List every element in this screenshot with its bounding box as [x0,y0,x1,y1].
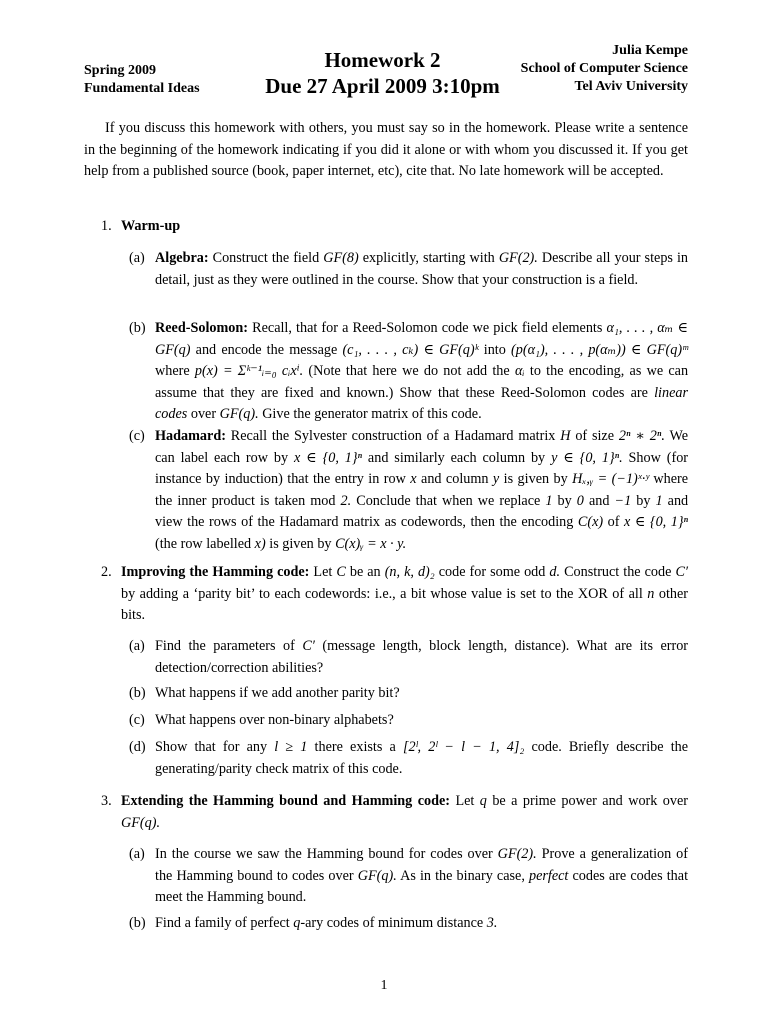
subpart-label: (b) [129,915,146,931]
question-text: Improving the Hamming code: Let C be an (n, k, d)₂ code for some odd d. Construct the code C′ by adding a ‘parity bit’ to each codewords: i.e., a bit whose value is set to the XOR of all n other bits. [121,564,689,623]
due-date: Due 27 April 2009 3:10pm [265,74,500,98]
question-1c [121,426,688,555]
subpart-text: What happens if we add another parity bit? [155,685,400,701]
question-3b [121,913,688,935]
header-title-block [250,48,515,100]
header-semester: Spring 2009 [84,63,156,78]
subpart-label: (a) [129,638,145,654]
question-3 [84,791,688,834]
header-instructor-info [521,42,688,96]
subpart-text: Show that for any l ≥ 1 there exists a [2ˡ, 2ˡ − l − 1, 4]₂ code. Briefly describe the generating/parity check matrix of this code. [155,739,689,777]
subpart-label: (c) [129,712,145,728]
subpart-text: Find the parameters of C′ (message length, block length, distance). What are its error detection/correction abilities? [155,638,689,676]
question-number: 1. [101,218,112,234]
header-university: Tel Aviv University [574,79,688,94]
subpart-label: (b) [129,685,146,701]
subpart-label: (a) [129,250,145,266]
subpart-text: Reed-Solomon: Recall, that for a Reed-Solomon code we pick field elements α₁, . . . , αₘ ∈ GF(q) and encode the message (c₁, . . . , cₖ) ∈ GF(q)ᵏ into (p(α₁), . . . , p(αₘ)) ∈ GF(q)ᵐ where p(x) = Σᵏ⁻¹ᵢ₌₀ cᵢxⁱ. (Note that here we do not add the αᵢ to the encoding, as we can assume that they are fixed and known.) Show that these Reed-Solomon codes are linear codes over GF(q). Give the generator matrix of this code. [155,320,689,422]
question-number: 2. [101,564,112,580]
question-1b [121,318,688,426]
subpart-label: (c) [129,428,145,444]
question-2d [121,737,688,780]
intro-paragraph: If you discuss this homework with others, you must say so in the homework. Please write a sentence in the beginning of the homework indicating if you did it alone or with whom you discussed it. If you get help from a published source (book, paper internet, etc), cite that. No late homework will be accepted. [84,120,688,179]
question-2c [121,710,688,732]
page-number: 1 [380,978,388,993]
subpart-text: Find a family of perfect q-ary codes of minimum distance 3. [155,915,498,931]
subpart-text: Algebra: Construct the field GF(8) explicitly, starting with GF(2). Describe all your steps in detail, just as they were outlined in the course. Show that your construction is a field. [155,250,688,288]
header-school: School of Computer Science [520,61,688,76]
subpart-label: (d) [129,739,146,755]
subpart-label: (a) [129,846,145,862]
question-2a [121,636,688,679]
question-number: 3. [101,793,112,809]
question-1a [121,248,688,291]
question-text: Extending the Hamming bound and Hamming code: Let q be a prime power and work over GF(q). [121,793,689,831]
question-title: Warm-up [121,218,181,234]
header-instructor: Julia Kempe [612,43,688,58]
question-2b [121,683,688,705]
question-3a [121,844,688,909]
header-course-info [84,62,200,98]
question-2 [84,562,688,627]
page-title: Homework 2 [324,48,441,72]
header-course: Fundamental Ideas [84,81,200,96]
question-1 [84,216,688,238]
subpart-label: (b) [129,320,146,336]
subpart-text: In the course we saw the Hamming bound for codes over GF(2). Prove a generalization of the Hamming bound to codes over GF(q). As in the binary case, perfect codes are codes that meet the Hamming bound. [155,846,689,905]
subpart-text: Hadamard: Recall the Sylvester construction of a Hadamard matrix H of size 2ⁿ ∗ 2ⁿ. We can label each row by x ∈ {0, 1}ⁿ and similarly each column by y ∈ {0, 1}ⁿ. Show (for instance by induction) that the entry in row x and column y is given by Hₓ,ᵧ = (−1)ˣ·ʸ where the inner product is taken mod 2. Conclude that when we replace 1 by 0 and −1 by 1 and view the rows of the Hadamard matrix as codewords, then the encoding C(x) of x ∈ {0, 1}ⁿ (the row labelled x) is given by C(x)ᵧ = x · y. [155,428,689,552]
subpart-text: What happens over non-binary alphabets? [155,712,394,728]
